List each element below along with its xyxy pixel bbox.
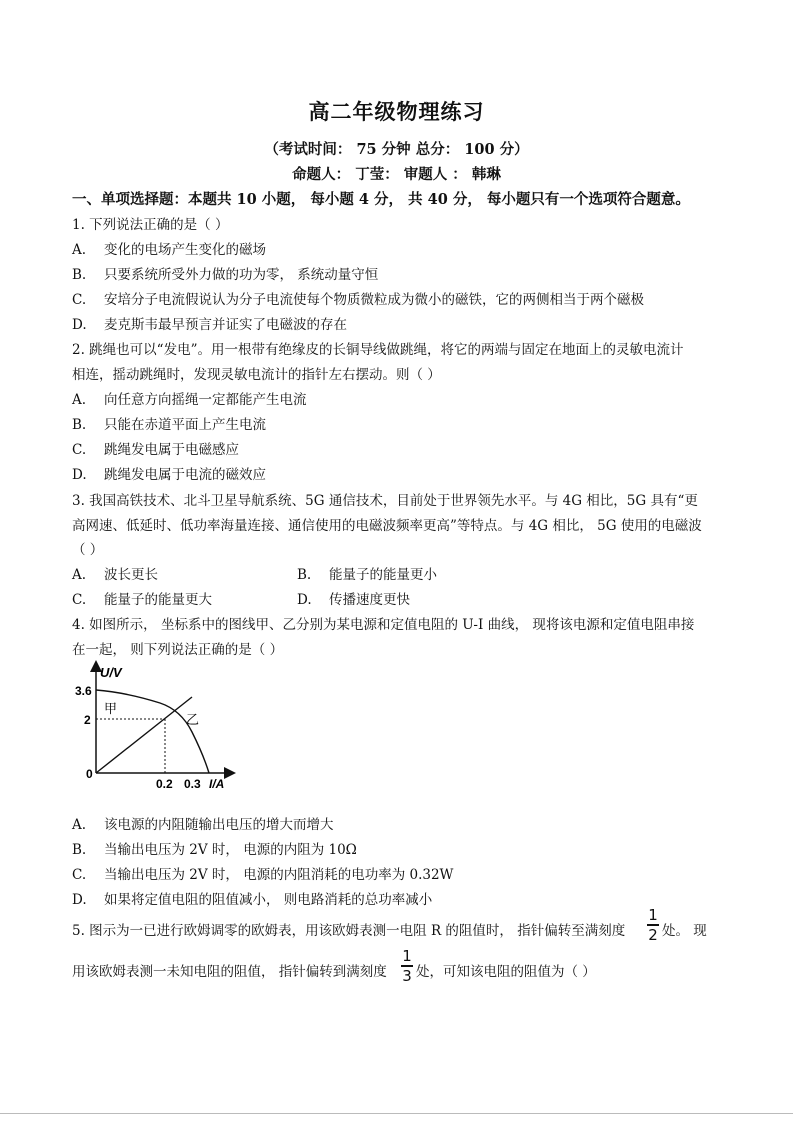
- q1-option-c: C. 安培分子电流假说认为分子电流使每个物质微粒成为微小的磁铁，它的两侧相当于两个磁极: [72, 292, 644, 308]
- q2-stem-line2: 相连，摇动跳绳时，发现灵敏电流计的指针左右摆动。则（ ）: [72, 367, 441, 383]
- section-heading: 一、单项选择题：本题共 10 小题， 每小题 4 分， 共 40 分， 每小题只有一个选项符合题意。: [72, 191, 690, 208]
- q5-line2-a: 用该欧姆表测一未知电阻的阻值， 指针偏转到满刻度: [72, 964, 387, 980]
- q3-option-d: D. 传播速度更快: [297, 592, 410, 608]
- q3-option-c: C. 能量子的能量更大: [72, 592, 212, 608]
- q4-option-b: B. 当输出电压为 2V 时， 电源的内阻为 10Ω: [72, 842, 357, 858]
- q5-line1-b: 处。 现: [662, 923, 707, 939]
- q5-fraction-half-denominator: 2: [648, 925, 658, 944]
- q4-option-d: D. 如果将定值电阻的阻值减小， 则电路消耗的总功率减小: [72, 892, 433, 908]
- q2-option-a: A. 向任意方向摇绳一定都能产生电流: [72, 392, 307, 408]
- page-title: 高二年级物理练习: [308, 99, 485, 124]
- q2-option-d: D. 跳绳发电属于电流的磁效应: [72, 467, 266, 483]
- page-bottom-rule: [0, 1113, 793, 1114]
- q1-option-b: B. 只要系统所受外力做的功为零， 系统动量守恒: [72, 267, 379, 283]
- q4-option-c: C. 当输出电压为 2V 时， 电源的内阻消耗的电功率为 0.32W: [72, 867, 454, 883]
- q5-fraction-third-denominator: 3: [402, 966, 412, 985]
- q2-option-c: C. 跳绳发电属于电磁感应: [72, 442, 239, 458]
- q3-option-a: A. 波长更长: [72, 567, 158, 583]
- q3-option-b: B. 能量子的能量更小: [297, 567, 437, 583]
- x-tick-0-3: 0.3: [184, 777, 201, 791]
- q4-stem-line2: 在一起， 则下列说法正确的是（ ）: [72, 642, 284, 658]
- q5-line1-a: 5. 图示为一已进行欧姆调零的欧姆表，用该欧姆表测一电阻 R 的阻值时， 指针偏转至满刻度: [72, 923, 626, 939]
- q4-stem-line1: 4. 如图所示， 坐标系中的图线甲、乙分别为某电源和定值电阻的 U-I 曲线， 现将该电源和定值电阻串接: [72, 617, 695, 633]
- q1-option-d: D. 麦克斯韦最早预言并证实了电磁波的存在: [72, 317, 347, 333]
- q1-option-a: A. 变化的电场产生变化的磁场: [72, 242, 266, 258]
- y-axis-label: U/V: [100, 665, 122, 680]
- x-axis-label: I/A: [209, 777, 225, 791]
- q3-stem-line3: （ ）: [72, 542, 104, 558]
- y-tick-2: 2: [84, 713, 91, 727]
- q2-option-b: B. 只能在赤道平面上产生电流: [72, 417, 266, 433]
- x-tick-0-2: 0.2: [156, 777, 173, 791]
- u-i-graph: [72, 660, 242, 795]
- q5-fraction-third-numerator: 1: [402, 947, 412, 965]
- y-tick-3-6: 3.6: [75, 684, 92, 698]
- q3-stem-line1: 3. 我国高铁技术、北斗卫星导航系统、5G 通信技术，目前处于世界领先水平。与 4G 相比，5G 具有“更: [72, 493, 698, 509]
- origin-label: 0: [86, 767, 93, 781]
- q1-stem: 1. 下列说法正确的是（ ）: [72, 217, 229, 233]
- curve-label-jia: 甲: [104, 701, 118, 716]
- curve-label-yi: 乙: [186, 712, 200, 727]
- q5-fraction-half-numerator: 1: [648, 906, 658, 924]
- q4-option-a: A. 该电源的内阻随输出电压的增大而增大: [72, 817, 334, 833]
- exam-info: （考试时间： 75 分钟 总分： 100 分）: [264, 141, 529, 158]
- q5-fraction-third: [401, 948, 413, 984]
- q5-line2-b: 处，可知该电阻的阻值为（ ）: [416, 964, 596, 980]
- authors-line: 命题人： 丁莹： 审题人 ： 韩琳: [292, 166, 501, 183]
- q5-fraction-half: [647, 907, 659, 943]
- q3-stem-line2: 高网速、低延时、低功率海量连接、通信使用的电磁波频率更高”等特点。与 4G 相比， 5G 使用的电磁波: [72, 518, 702, 534]
- q2-stem-line1: 2. 跳绳也可以“发电”。用一根带有绝缘皮的长铜导线做跳绳，将它的两端与固定在地面上的灵敏电流计: [72, 342, 684, 358]
